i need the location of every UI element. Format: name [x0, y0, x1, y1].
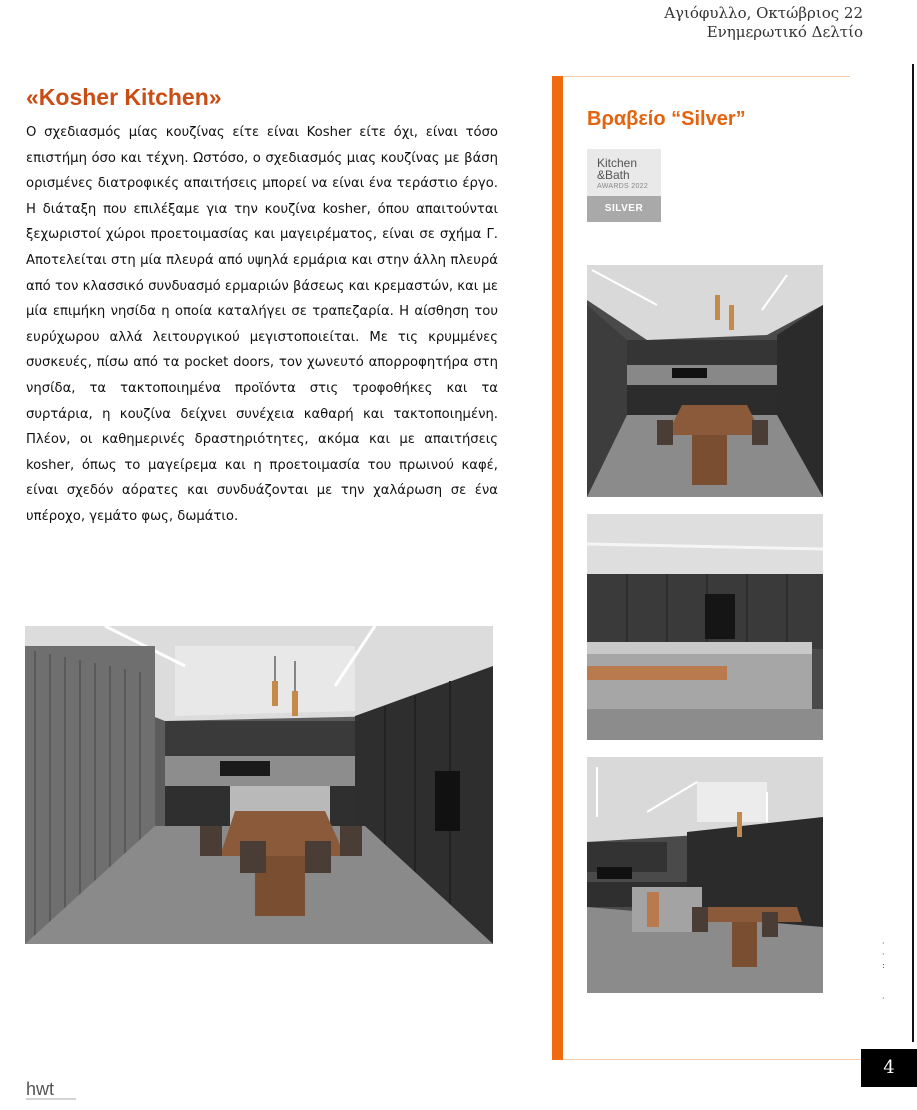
- sidebar-bottom-rule: [563, 1059, 863, 1060]
- main-kitchen-photo: [25, 626, 493, 944]
- hwt-logo: [26, 1078, 78, 1106]
- badge-line-3: AWARDS 2022: [597, 183, 649, 190]
- badge-level: SILVER: [587, 196, 661, 222]
- logo-text: hwt: [26, 1079, 55, 1099]
- side-dots: · · : ·: [882, 939, 885, 1003]
- kitchen-bath-awards-badge: [587, 149, 661, 222]
- right-edge-rule: [912, 64, 914, 1042]
- header-subtitle: Ενημερωτικό Δελτίο: [706, 23, 863, 41]
- badge-line-2: &Bath: [597, 168, 630, 182]
- badge-line-1: Kitchen: [597, 156, 638, 170]
- award-title: Βραβείο “Silver”: [587, 108, 746, 130]
- header-location-date: Αγιόφυλλο, Οκτώβριος 22: [664, 4, 863, 22]
- sidebar-photo-1: [587, 265, 823, 497]
- sidebar-accent-bar: [552, 76, 563, 1060]
- newsletter-header: [664, 4, 863, 42]
- article-body: Ο σχεδιασμός μίας κουζίνας είτε είναι Kosher είτε όχι, είναι τόσο επιστήμη όσο και τέχνη. Ωστόσο, ο σχεδιασμός μιας κουζίνας με βάση ορισμένες διατροφικές απαιτήσεις μπορεί να είναι ένα τεράστιο έργο. Η διάταξη που επιλέξαμε για την κουζίνα kosher, όπου απαιτούνται ξεχωριστοί χώροι προετοιμασίας και μαγειρέματος, είναι σε σχήμα Γ. Αποτελείται στη μία πλευρά από υψηλά ερμάρια και στην άλλη πλευρά από τον κλασσικό συνδυασμό ερμαριών βάσεως και κρεμαστών, και με μία επιμήκη νησίδα η οποία καταλήγει σε τραπεζαρία. Η αίσθηση του ευρύχωρου αλλά λειτουργικού μεγιστοποιείται. Με τις κρυμμένες συσκευές, πίσω από τα pocket doors, τον χωνευτό απορροφητήρα στη νησίδα, τα τακτοποιημένα προϊόντα στις τροφοθήκες και τα συρτάρια, η κουζίνα δείχνει συνέχεια καθαρή και τακτοποιημένη. Πλέον, οι καθημερινές δραστηριότητες, ακόμα και με απαιτήσεις kosher, όπως το μαγείρεμα και η προετοιμασία του πρωινού καφέ, είναι σχεδόν αόρατες και συνδυάζονται με την χαλάρωση σε ένα υπέροχο, γεμάτο φως, δωμάτιο.: [26, 125, 498, 524]
- article-title: «Kosher Kitchen»: [26, 84, 222, 110]
- sidebar-photo-3: [587, 757, 823, 993]
- page-number: 4: [861, 1049, 917, 1087]
- sidebar-photo-2: [587, 514, 823, 740]
- sidebar-top-rule: [563, 76, 850, 77]
